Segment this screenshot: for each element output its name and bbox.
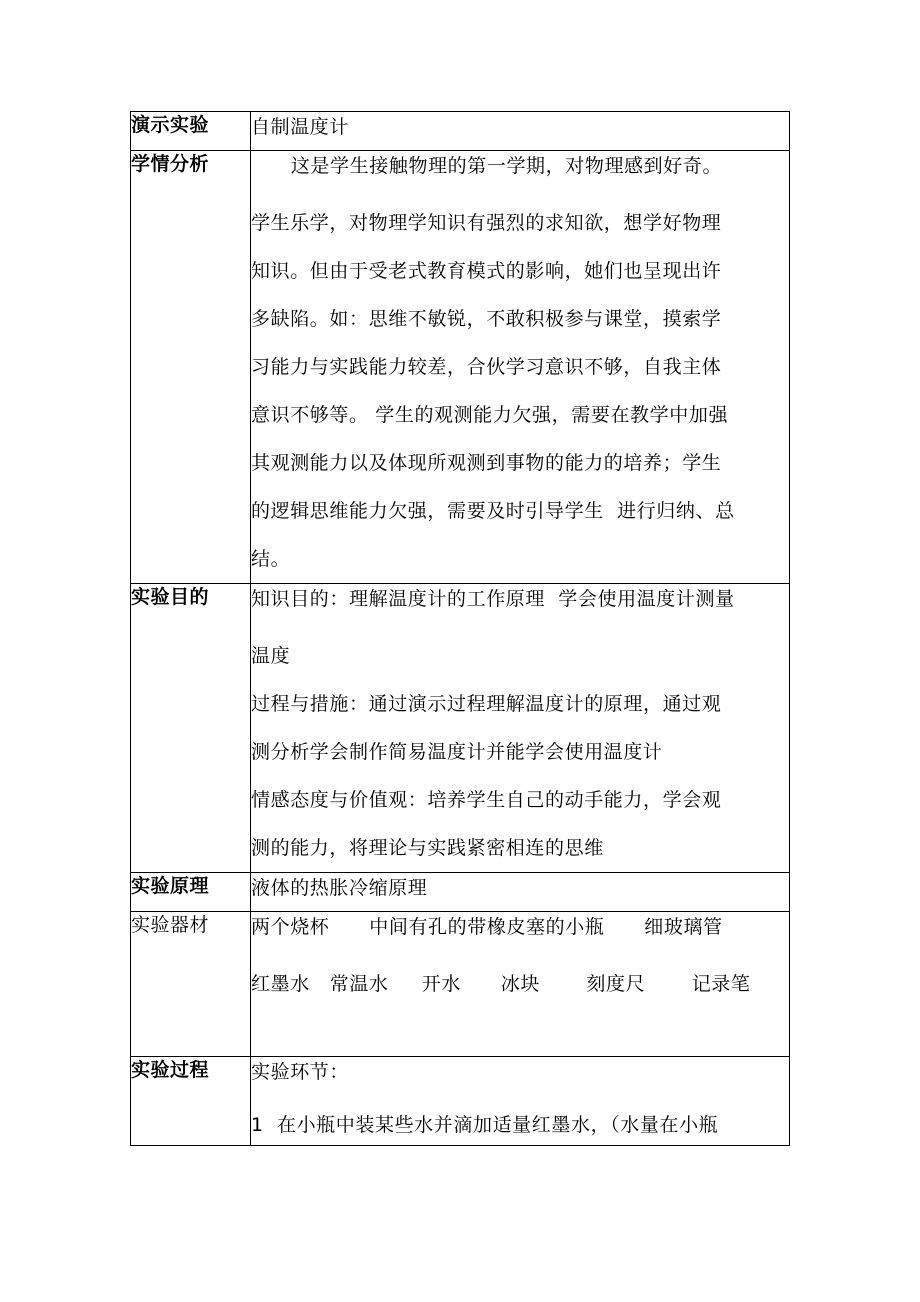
content-line: 温度 [251, 645, 291, 667]
content-line: 多缺陷。如：思维不敏锐，不敢积极参与课堂，摸索学 [251, 308, 722, 330]
table-row-procedure [131, 1057, 790, 1146]
content-line: 这是学生接触物理的第一学期，对物理感到好奇。 [251, 155, 723, 177]
row-content-principle [251, 873, 790, 912]
table-row-objectives [131, 584, 790, 873]
content-line: 知识目的：理解温度计的工作原理 学会使用温度计测量 [251, 588, 735, 610]
table-row-demo [131, 112, 790, 151]
content-line: 两个烧杯 中间有孔的带橡皮塞的小瓶 细玻璃管 [251, 916, 723, 938]
row-label-equipment: 实验器材 [131, 912, 251, 1057]
content-line: 意识不够等。 学生的观测能力欠强，需要在教学中加强 [251, 404, 729, 426]
content-line: 的逻辑思维能力欠强，需要及时引导学生 进行归纳、总 [251, 500, 735, 522]
row-label-procedure: 实验过程 [131, 1057, 251, 1146]
content-line: 测的能力，将理论与实践紧密相连的思维 [251, 837, 604, 859]
content-line: 其观测能力以及体现所观测到事物的能力的培养；学生 [251, 452, 722, 474]
content-line: 学生乐学，对物理学知识有强烈的求知欲，想学好物理 [251, 212, 722, 234]
table-row-student-analysis [131, 151, 790, 584]
content-line: 红墨水 常温水 开水 冰块 刻度尺 记录笔 [251, 973, 751, 995]
content-line: 情感态度与价值观：培养学生自己的动手能力，学会观 [251, 789, 722, 811]
content-line: 习能力与实践能力较差，合伙学习意识不够，自我主体 [251, 356, 722, 378]
row-label-objectives: 实验目的 [131, 584, 251, 873]
blank-space [251, 1008, 789, 1056]
row-label-student-analysis: 学情分析 [131, 151, 251, 584]
content-line: 液体的热胀冷缩原理 [251, 877, 428, 899]
row-content-objectives [251, 584, 790, 873]
content-line: 知识。但由于受老式教育模式的影响，她们也呈现出许 [251, 260, 722, 282]
content-line: 测分析学会制作简易温度计并能学会使用温度计 [251, 741, 663, 763]
table-row-principle [131, 873, 790, 912]
row-label-demo: 演示实验 [131, 112, 251, 151]
row-label-principle: 实验原理 [131, 873, 251, 912]
row-content-procedure [251, 1057, 790, 1146]
row-content-demo [251, 112, 790, 151]
content-line: 结。 [251, 548, 291, 570]
row-content-student-analysis [251, 151, 790, 584]
content-line: 自制温度计 [251, 116, 350, 138]
content-line: 1 在小瓶中装某些水并滴加适量红墨水，（水量在小瓶 [251, 1114, 719, 1136]
content-line: 过程与措施：通过演示过程理解温度计的原理，通过观 [251, 693, 722, 715]
table-row-equipment [131, 912, 790, 1057]
content-line: 实验环节： [251, 1061, 350, 1083]
lesson-plan-table [130, 111, 790, 1146]
row-content-equipment [251, 912, 790, 1057]
